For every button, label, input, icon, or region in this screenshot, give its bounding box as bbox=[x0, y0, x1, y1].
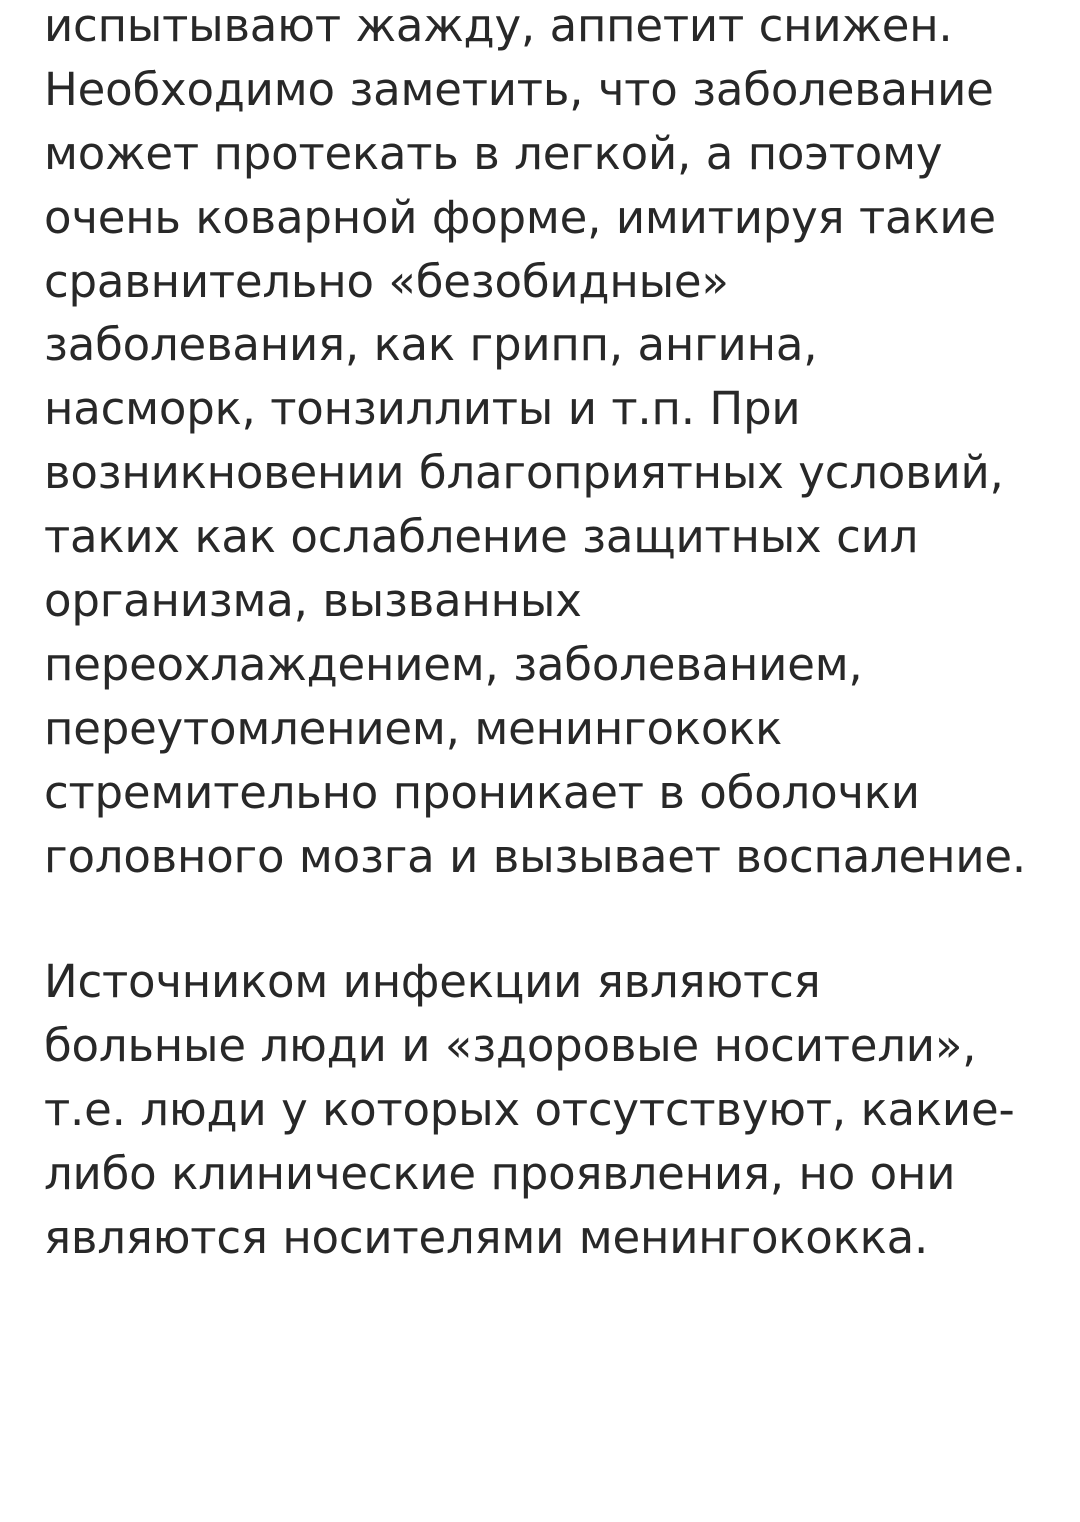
paragraph-1: испытывают жажду, аппетит снижен. Необходимо заметить, что заболевание может протекать в легкой, а поэтому очень коварной форме, имитируя такие сравнительно «безобидные» заболевания, как грипп, ангина, насморк, тонзиллиты и т.п. При возникновении благоприятных условий, таких как ослабление защитных сил организма, вызванных переохлаждением, заболеванием, переутомлением, менингококк стремительно проникает в оболочки головного мозга и вызывает воспаление. bbox=[44, 0, 1027, 883]
paragraph-2: Источником инфекции являются больные люди и «здоровые носители», т.е. люди у которых отсутствуют, какие-либо клинические проявления, но они являются носителями менингококка. bbox=[44, 955, 1015, 1265]
